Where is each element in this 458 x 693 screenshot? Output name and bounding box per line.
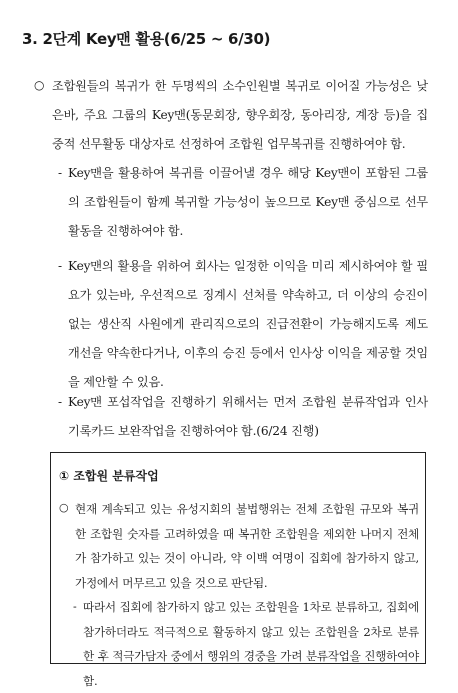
sub-item-text: Key맨의 활용을 위하여 회사는 일정한 이익을 미리 제시하여야 할 필요가 있는바, 우선적으로 징계시 선처를 약속하고, 더 이상의 승진이 없는 생산직 사원에게 관리직으로의 진급전환이 가능해지도록 제도 개선을 약속한다거나, 이후의 승진 등에서 인사상 이익을 제공할 것임을 제안할 수 있음. <box>68 259 428 389</box>
sub-item <box>58 252 428 397</box>
sub-item-text: Key맨을 활용하여 복귀를 이끌어낼 경우 해당 Key맨이 포함된 그룹의 조합원들이 함께 복귀할 가능성이 높으므로 Key맨 중심으로 선무활동을 진행하여야 함. <box>68 166 428 238</box>
box-sub-text: 따라서 집회에 참가하지 않고 있는 조합원을 1차로 분류하고, 집회에 참가하더라도 적극적으로 활동하지 않고 있는 조합원을 2차로 분류한 후 적극가담자 중에서 행위의 경중을 가려 분류작업을 진행하여야 함. <box>83 600 419 688</box>
dash-mark: - <box>58 166 63 180</box>
box-bullet <box>59 497 419 595</box>
sub-item <box>58 159 428 246</box>
dash-mark: - <box>58 259 63 273</box>
main-bullet-text: 조합원들의 복귀가 한 두명씩의 소수인원별 복귀로 이어질 가능성은 낮은바, 주요 그룹의 Key맨(동문회장, 향우회장, 동아리장, 계장 등)을 집중적 선무활동 대상자로 선정하여 조합원 업무복귀를 진행하여야 함. <box>52 79 428 151</box>
main-bullet <box>34 72 428 159</box>
box-title: ① 조합원 분류작업 <box>59 469 159 483</box>
classification-box <box>50 452 426 688</box>
dash-mark: - <box>73 600 77 613</box>
section-title: 3. 2단계 Key맨 활용(6/25 ~ 6/30) <box>22 30 271 48</box>
box-bullet-text: 현재 계속되고 있는 유성지회의 불법행위는 전체 조합원 규모와 복귀한 조합원 숫자를 고려하였을 때 복귀한 조합원을 제외한 나머지 전체가 참가하고 있는 것이 아니라, 약 이백 여명이 집회에 참가하지 않고, 가정에서 머무르고 있을 것으로 판단됨. <box>75 502 419 590</box>
box-sub-item <box>73 595 419 693</box>
circle-bullet-icon: ○ <box>59 501 69 514</box>
circle-bullet-icon: ○ <box>34 78 45 92</box>
dash-mark: - <box>58 395 63 409</box>
sub-item <box>58 388 428 446</box>
sub-item-text: Key맨 포섭작업을 진행하기 위해서는 먼저 조합원 분류작업과 인사기록카드 보완작업을 진행하여야 함.(6/24 진행) <box>68 395 428 438</box>
